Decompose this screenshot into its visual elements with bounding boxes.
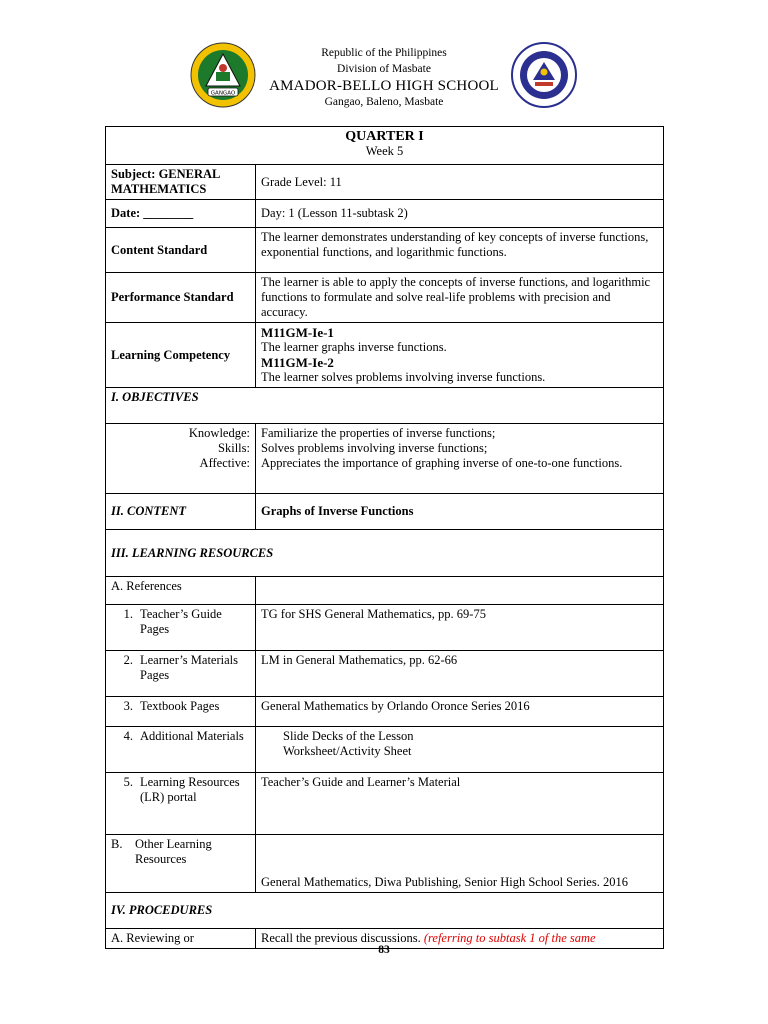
competency-code-2: M11GM-Ie-2 (261, 355, 334, 370)
resource-item-1 (106, 605, 256, 651)
performance-standard-text: The learner is able to apply the concepts of inverse functions, and logarithmic functions to formulate and solve real-life problems with precision and accuracy. (256, 273, 664, 323)
date-label: Date: ________ (106, 200, 256, 228)
other-resources-label (106, 835, 256, 893)
resource-value-5: Teacher’s Guide and Learner’s Material (256, 773, 664, 835)
item-label: Additional Materials (140, 729, 244, 743)
grade-level: Grade Level: 11 (256, 165, 664, 200)
resource-value-1: TG for SHS General Mathematics, pp. 69-75 (256, 605, 664, 651)
item-number: 3. (123, 699, 133, 713)
additional-material-2: Worksheet/Activity Sheet (283, 744, 412, 758)
item-number: 4. (123, 729, 133, 743)
school-address: Gangao, Baleno, Masbate (324, 96, 444, 108)
item-number: 5. (123, 775, 133, 789)
svg-text:GANGAO: GANGAO (210, 90, 236, 97)
lesson-plan-table (105, 126, 664, 949)
resource-value-3: General Mathematics by Orlando Oronce Series 2016 (256, 697, 664, 727)
procedures-heading: IV. PROCEDURES (106, 893, 664, 929)
objectives-labels (106, 424, 256, 494)
republic-line: Republic of the Philippines (321, 47, 447, 59)
resource-item-3 (106, 697, 256, 727)
item-number: 1. (123, 607, 133, 621)
subject-label: Subject: GENERAL MATHEMATICS (106, 165, 256, 200)
skills-label: Skills: (218, 441, 250, 455)
quarter-title: QUARTER I (345, 129, 424, 144)
deped-seal-icon (511, 42, 577, 108)
skills-text: Solves problems involving inverse functions; (261, 441, 488, 455)
resource-value-2: LM in General Mathematics, pp. 62-66 (256, 651, 664, 697)
competency-text-2: The learner solves problems involving inverse functions. (261, 370, 546, 384)
day-label: Day: 1 (Lesson 11-subtask 2) (256, 200, 664, 228)
item-label: Teacher’s Guide Pages (140, 607, 222, 636)
content-heading: II. CONTENT (106, 494, 256, 530)
procedure-a-label: A. Reviewing or (106, 929, 256, 949)
performance-standard-label: Performance Standard (106, 273, 256, 323)
content-standard-label: Content Standard (106, 228, 256, 273)
resource-value-4 (256, 727, 664, 773)
item-number: 2. (123, 653, 133, 667)
school-name: AMADOR-BELLO HIGH SCHOOL (269, 78, 499, 94)
procedure-a-recall: Recall the previous discussions. (261, 931, 421, 945)
affective-text: Appreciates the importance of graphing inverse of one-to-one functions. (261, 456, 623, 470)
procedure-a-note: (referring to subtask 1 of the same (423, 931, 596, 945)
competency-text-1: The learner graphs inverse functions. (261, 340, 447, 354)
learning-competency-label: Learning Competency (106, 323, 256, 388)
item-label: Learner’s Materials Pages (140, 653, 238, 682)
resource-item-4 (106, 727, 256, 773)
competency-code-1: M11GM-Ie-1 (261, 325, 334, 340)
references-value (256, 577, 664, 605)
knowledge-text: Familiarize the properties of inverse functions; (261, 426, 496, 440)
week-label: Week 5 (365, 144, 404, 158)
references-label: A. References (106, 577, 256, 605)
division-line: Division of Masbate (337, 63, 431, 75)
item-label: Other Learning Resources (135, 837, 212, 866)
quarter-cell (106, 127, 664, 165)
objectives-values (256, 424, 664, 494)
item-number: B. (111, 837, 123, 851)
additional-material-1: Slide Decks of the Lesson (283, 729, 414, 743)
objectives-heading: I. OBJECTIVES (106, 388, 664, 424)
affective-label: Affective: (199, 456, 250, 470)
knowledge-label: Knowledge: (188, 426, 250, 440)
other-resources-value: General Mathematics, Diwa Publishing, Senior High School Series. 2016 (256, 835, 664, 893)
item-label: Textbook Pages (140, 699, 220, 713)
document-header (0, 0, 768, 120)
resource-item-5 (106, 773, 256, 835)
learning-resources-heading: III. LEARNING RESOURCES (106, 530, 664, 577)
page-number: 83 (378, 944, 390, 956)
content-standard-text: The learner demonstrates understanding of key concepts of inverse functions, exponential functions, and logarithmic functions. (256, 228, 664, 273)
content-value: Graphs of Inverse Functions (256, 494, 664, 530)
item-label: Learning Resources (LR) portal (140, 775, 240, 804)
learning-competency-cell (256, 323, 664, 388)
resource-item-2 (106, 651, 256, 697)
